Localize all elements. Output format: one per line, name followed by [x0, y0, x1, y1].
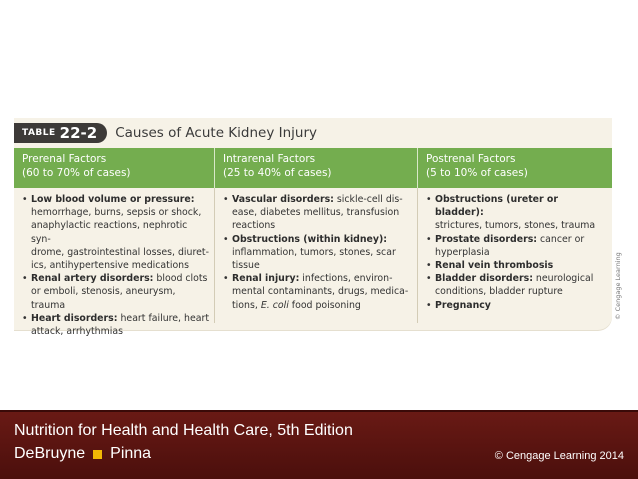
cause-text: attack, arrhythmias	[31, 326, 123, 338]
column-header-intrarenal	[215, 148, 418, 188]
cause-text: neurological	[532, 273, 594, 285]
cause-text: trauma	[31, 299, 66, 311]
column-header-label: Intrarenal Factors	[223, 153, 316, 165]
list-item	[426, 233, 608, 259]
list-item	[22, 312, 210, 338]
list-item	[22, 193, 210, 272]
footer-divider	[0, 410, 638, 412]
cause-text: ease, diabetes mellitus, transfusion	[232, 207, 400, 219]
intrarenal-column	[215, 188, 418, 323]
postrenal-column	[418, 188, 612, 323]
cause-text: blood clots	[153, 273, 208, 285]
cause-text: strictures, tumors, stones, trauma	[435, 220, 596, 232]
cause-text: anaphylactic reactions, nephrotic syn-	[31, 220, 188, 245]
cause-text: infections, environ-	[299, 273, 393, 285]
column-header-subtitle: (25 to 40% of cases)	[223, 167, 332, 179]
table-badge	[14, 123, 107, 143]
cause-term: Pregnancy	[435, 299, 491, 311]
cause-text: cancer or	[537, 233, 585, 245]
column-header-subtitle: (5 to 10% of cases)	[426, 167, 528, 179]
table-badge-number: 22-2	[59, 124, 98, 142]
list-item	[223, 233, 413, 273]
side-credit	[614, 250, 624, 320]
list-item	[22, 272, 210, 312]
list-item	[223, 272, 413, 312]
column-header-label: Prerenal Factors	[22, 153, 107, 165]
cause-term: Renal vein thrombosis	[435, 260, 554, 272]
column-header-prerenal	[14, 148, 215, 188]
cause-text: tions,	[232, 299, 261, 311]
cause-text: drome, gastrointestinal losses, diuret-	[31, 246, 209, 258]
cause-term: Bladder disorders:	[435, 273, 533, 285]
table-badge-word: TABLE	[22, 128, 56, 138]
authors	[14, 445, 151, 463]
cause-text: or emboli, stenosis, aneurysm,	[31, 286, 176, 298]
cause-term: Renal injury:	[232, 273, 300, 285]
column-header-postrenal	[418, 148, 612, 188]
cause-text: mental contaminants, drugs, medica-	[232, 286, 409, 298]
book-title: Nutrition for Health and Health Care, 5th Edition	[14, 422, 353, 439]
list-item	[426, 193, 608, 233]
footer-bar	[0, 410, 638, 479]
kidney-injury-table	[14, 118, 612, 338]
list-item	[223, 193, 413, 233]
cause-text: inflammation, tumors, stones, scar	[232, 246, 396, 258]
cause-term: Prostate disorders:	[435, 233, 538, 245]
cause-term: Low blood volume or pressure:	[31, 194, 195, 205]
table-title: Causes of Acute Kidney Injury	[115, 125, 317, 141]
cause-term: Renal artery disorders:	[31, 273, 154, 285]
list-item	[426, 299, 608, 312]
cause-term: Vascular disorders:	[232, 194, 334, 205]
side-credit-text: © Cengage Learning	[614, 252, 622, 320]
cause-term: Obstructions (ureter or bladder):	[435, 194, 558, 219]
cause-text: hemorrhage, burns, sepsis or shock,	[31, 207, 202, 219]
author-name: Pinna	[110, 445, 152, 462]
table-body-row	[14, 188, 612, 338]
column-header-subtitle: (60 to 70% of cases)	[22, 167, 131, 179]
prerenal-column	[14, 188, 215, 338]
table-heading	[14, 122, 317, 144]
cause-text: food poisoning	[288, 299, 361, 311]
cause-text: ics, antihypertensive medications	[31, 260, 190, 272]
copyright-notice: © Cengage Learning 2014	[494, 450, 624, 462]
square-bullet-icon	[93, 450, 102, 459]
cause-text: conditions, bladder rupture	[435, 286, 563, 298]
list-item	[426, 272, 608, 298]
cause-text: reactions	[232, 220, 276, 232]
cause-text-italic: E. coli	[260, 299, 289, 311]
cause-term: Heart disorders:	[31, 312, 118, 324]
column-header-row	[14, 148, 612, 188]
cause-term: Obstructions (within kidney):	[232, 233, 388, 245]
column-header-label: Postrenal Factors	[426, 153, 516, 165]
cause-text: heart failure, heart	[117, 312, 210, 324]
list-item	[426, 259, 608, 272]
cause-text: hyperplasia	[435, 246, 490, 258]
cause-text: sickle-cell dis-	[333, 194, 403, 205]
author-name: DeBruyne	[14, 445, 86, 462]
cause-text: tissue	[232, 260, 260, 272]
